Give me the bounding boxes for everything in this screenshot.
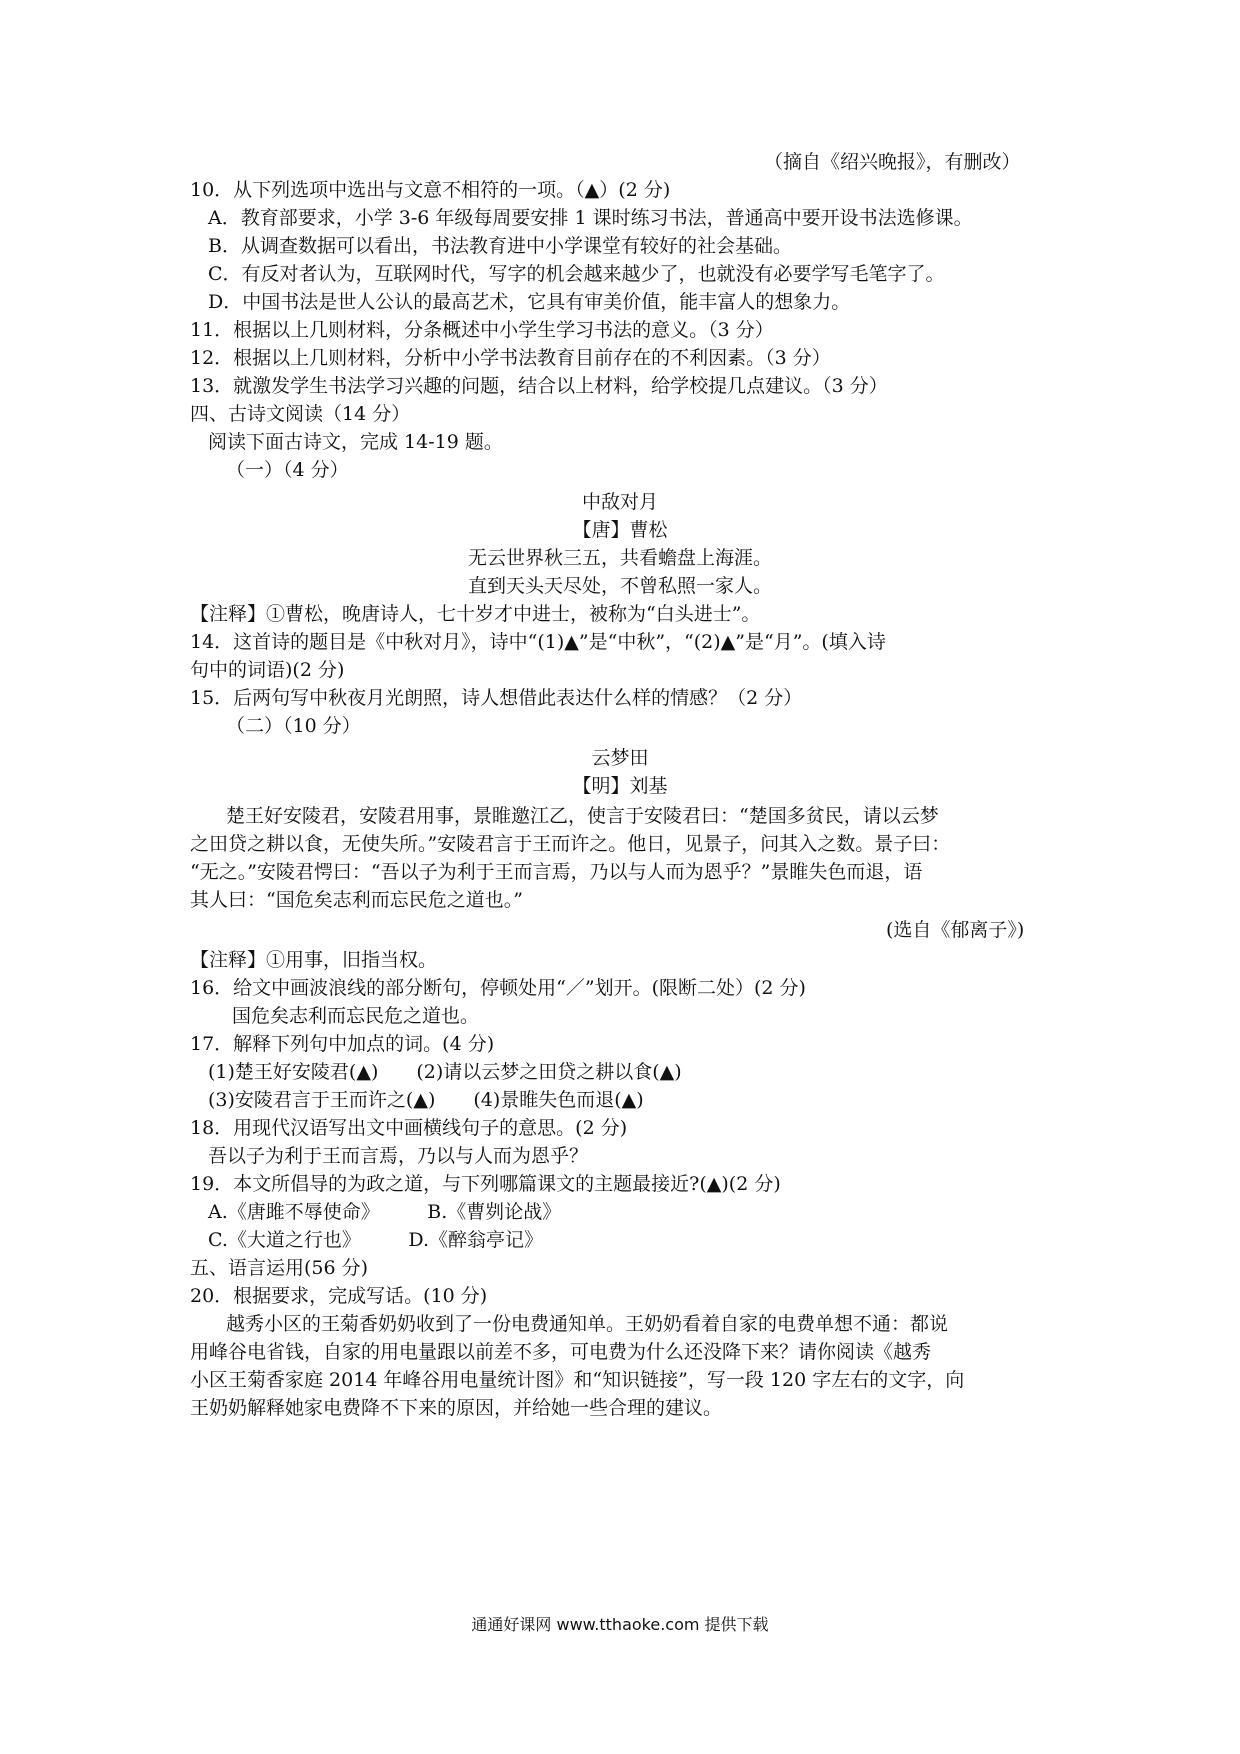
q20-paragraph-3: 小区王菊香家庭 2014 年峰谷用电量统计图》和“知识链接”，写一段 120 字左右的文字，向 xyxy=(190,1369,965,1391)
prose-line-1: 楚王好安陵君，安陵君用事，景睢邀江乙，使言于安陵君曰：“楚国多贫民，请以云梦 xyxy=(226,805,939,827)
part-one-heading: （一）（4 分） xyxy=(226,459,349,481)
poem-line-1: 无云世界秋三五，共看蟾盘上海涯。 xyxy=(467,547,772,569)
q10-option-c: C．有反对者认为，互联网时代，写字的机会越来越少了，也就没有必要学写毛笔字了。 xyxy=(208,263,945,285)
question-13: 13．就激发学生书法学习兴趣的问题，结合以上材料，给学校提几点建议。（3 分） xyxy=(190,375,888,397)
section-heading-4: 四、古诗文阅读（14 分） xyxy=(190,403,411,425)
q19-options-ab: A.《唐雎不辱使命》 B.《曹刿论战》 xyxy=(208,1201,562,1223)
question-16-text: 国危矣志利而忘民危之道也。 xyxy=(232,1005,480,1027)
question-14-cont: 句中的词语)(2 分) xyxy=(190,659,345,681)
q19-options-cd: C.《大道之行也》 D.《醉翁亭记》 xyxy=(208,1229,543,1251)
poem-annotation: 【注释】①曹松，晚唐诗人，七十岁才中进士，被称为“白头进士”。 xyxy=(190,603,761,625)
prose-annotation: 【注释】①用事，旧指当权。 xyxy=(190,949,438,971)
question-12: 12．根据以上几则材料，分析中小学书法教育目前存在的不利因素。（3 分） xyxy=(190,347,831,369)
prose-author: 【明】刘基 xyxy=(572,775,668,797)
question-15: 15．后两句写中秋夜月光朗照，诗人想借此表达什么样的情感？（2 分） xyxy=(190,687,803,709)
page-footer: 通通好课网 www.tthaoke.com 提供下载 xyxy=(471,1615,769,1634)
poem-author: 【唐】曹松 xyxy=(572,519,668,541)
question-14: 14．这首诗的题目是《中秋对月》，诗中“(1)▲”是“中秋”，“(2)▲”是“月”。(填入诗 xyxy=(190,631,886,653)
question-17-items-2: (3)安陵君言于王而许之(▲) (4)景睢失色而退(▲) xyxy=(208,1089,644,1111)
q20-paragraph-4: 王奶奶解释她家电费降不下来的原因，并给她一些合理的建议。 xyxy=(190,1397,723,1419)
reading-instruction: 阅读下面古诗文，完成 14-19 题。 xyxy=(208,431,503,453)
question-18-sentence: 吾以子为利于王而言焉，乃以与人而为恩乎？ xyxy=(208,1145,589,1167)
question-10: 10．从下列选项中选出与文意不相符的一项。（▲）(2 分) xyxy=(190,179,671,201)
q10-option-a: A．教育部要求，小学 3-6 年级每周要安排 1 课时练习书法，普通高中要开设书法选修课。 xyxy=(208,207,973,229)
question-11: 11．根据以上几则材料，分条概述中小学生学习书法的意义。（3 分） xyxy=(190,319,774,341)
section-heading-5: 五、语言运用(56 分) xyxy=(190,1257,369,1279)
prose-line-3: “无之。”安陵君愕曰：“吾以子为利于王而言焉，乃以与人而为恩乎？”景睢失色而退，语 xyxy=(190,861,923,883)
question-18: 18．用现代汉语写出文中画横线句子的意思。(2 分) xyxy=(190,1117,628,1139)
prose-line-2: 之田贷之耕以食，无使失所。”安陵君言于王而许之。他日，见景子，问其入之数。景子曰： xyxy=(190,833,951,855)
q20-paragraph-2: 用峰谷电省钱，自家的用电量跟以前差不多，可电费为什么还没降下来？请你阅读《越秀 xyxy=(190,1341,932,1363)
question-19: 19．本文所倡导的为政之道，与下列哪篇课文的主题最接近?(▲)(2 分) xyxy=(190,1173,781,1195)
question-17-items-1: (1)楚王好安陵君(▲) (2)请以云梦之田贷之耕以食(▲) xyxy=(208,1061,682,1083)
prose-line-4: 其人曰：“国危矣志利而忘民危之道也。” xyxy=(190,889,523,911)
question-17: 17．解释下列句中加点的词。(4 分) xyxy=(190,1033,495,1055)
q10-option-d: D．中国书法是世人公认的最高艺术，它具有审美价值，能丰富人的想象力。 xyxy=(208,291,851,313)
prose-source: (选自《郁离子》) xyxy=(886,919,1025,941)
question-20: 20．根据要求，完成写话。(10 分) xyxy=(190,1285,488,1307)
q10-option-b: B．从调查数据可以看出，书法教育进中小学课堂有较好的社会基础。 xyxy=(208,235,792,257)
poem-title: 中敌对月 xyxy=(581,491,658,513)
poem-line-2: 直到天头天尽处，不曾私照一家人。 xyxy=(467,575,772,597)
question-16: 16．给文中画波浪线的部分断句，停顿处用“／”划开。(限断二处）(2 分) xyxy=(190,977,806,999)
q20-paragraph-1: 越秀小区的王菊香奶奶收到了一份电费通知单。王奶奶看着自家的电费单想不通：都说 xyxy=(226,1313,949,1335)
part-two-heading: （二）（10 分） xyxy=(226,715,361,737)
prose-title: 云梦田 xyxy=(591,747,649,769)
source-note: （摘自《绍兴晚报》，有删改） xyxy=(764,151,1021,173)
